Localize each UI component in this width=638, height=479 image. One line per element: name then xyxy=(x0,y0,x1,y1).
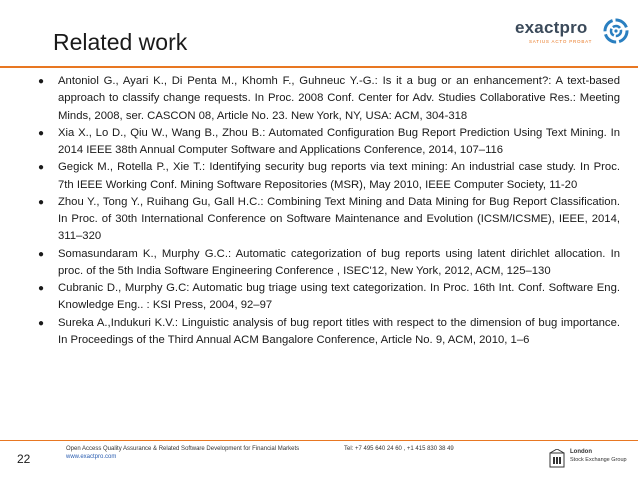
reference-text: Cubranic D., Murphy G.C: Automatic bug triage using text categorization. In Proc. 16th Int. Conf. Software Eng. Knowledge Eng.. : KSI Press, 2004, 92–97 xyxy=(58,282,620,312)
reference-text: Antoniol G., Ayari K., Di Penta M., Khomh F., Guhneuc Y.-G.: Is it a bug or an enhancement?: A text-based approach to classify change requests. In Proc. 2008 Conf. Center for Adv. Studies Collaborative Res.: Meeting Minds, 2008, ser. CASCON 08, Article No. 23. New York, NY, USA: ACM, 304-318 xyxy=(58,75,620,122)
list-item xyxy=(38,315,620,350)
logo-wordmark: exactpro xyxy=(515,18,588,37)
bullet-icon: ● xyxy=(38,317,45,329)
reference-text: Gegick M., Rotella P., Xie T.: Identifying security bug reports via text mining: An industrial case study. In Proc. 7th IEEE Working Conf. Mining Software Repositories (MSR), May 2010, IEEE Computer Society, 11-20 xyxy=(58,161,620,191)
reference-text: Sureka A.,Indukuri K.V.: Linguistic analysis of bug report titles with respect to the dimension of bug importance. In Proceedings of the Third Annual ACM Bangalore Conference, Article No. 9, ACM, 2010, 1–6 xyxy=(58,316,620,346)
slide-title: Related work xyxy=(53,29,188,55)
lse-logo xyxy=(548,447,633,473)
bullet-icon: ● xyxy=(38,76,45,87)
reference-text: Zhou Y., Tong Y., Ruihang Gu, Gall H.C.: Combining Text Mining and Data Mining for Bug Report Classification. In Proc. of 30th International Conference on Software Maintenance and Evolution (ICSM/ICSME), IEEE, 2014, 311–320 xyxy=(58,195,620,243)
footer-phone: Tel: +7 495 640 24 60 , +1 415 830 38 49 xyxy=(344,446,454,452)
reference-list xyxy=(38,73,620,349)
exactpro-swirl-icon xyxy=(603,18,629,44)
logo-tagline: SATIUS ACTO PROBAT xyxy=(529,39,593,44)
bullet-icon: ● xyxy=(38,196,45,208)
lse-name: London xyxy=(570,449,592,455)
lse-subtitle: Stock Exchange Group xyxy=(570,457,627,463)
bullet-icon: ● xyxy=(38,127,45,139)
list-item xyxy=(38,73,620,125)
bullet-icon: ● xyxy=(38,248,45,260)
footer-url-link[interactable]: www.exactpro.com xyxy=(66,454,117,460)
reference-text: Xia X., Lo D., Qiu W., Wang B., Zhou B.: Automated Configuration Bug Report Prediction Using Text Mining. In 2014 IEEE 38th Annual Computer Software and Applications Conference, 2014, 107–116 xyxy=(58,126,620,156)
list-item xyxy=(38,194,620,246)
title-divider xyxy=(0,66,638,68)
exactpro-logo xyxy=(515,18,630,54)
footer-tagline: Open Access Quality Assurance & Related Software Development for Financial Markets xyxy=(66,446,300,452)
bullet-icon: ● xyxy=(38,162,45,174)
list-item xyxy=(38,246,620,281)
list-item xyxy=(38,125,620,160)
list-item xyxy=(38,280,620,315)
bullet-icon: ● xyxy=(38,283,45,294)
reference-text: Somasundaram K., Murphy G.C.: Automatic categorization of bug reports using latent dirichlet allocation. In proc. of the 5th India Software Engineering Conference , ISEC'12, New York, 2012, ACM, 125–130 xyxy=(58,247,620,277)
page-number: 22 xyxy=(17,452,31,466)
footer-divider xyxy=(0,440,638,441)
list-item xyxy=(38,159,620,194)
lse-crest-icon xyxy=(548,449,566,469)
